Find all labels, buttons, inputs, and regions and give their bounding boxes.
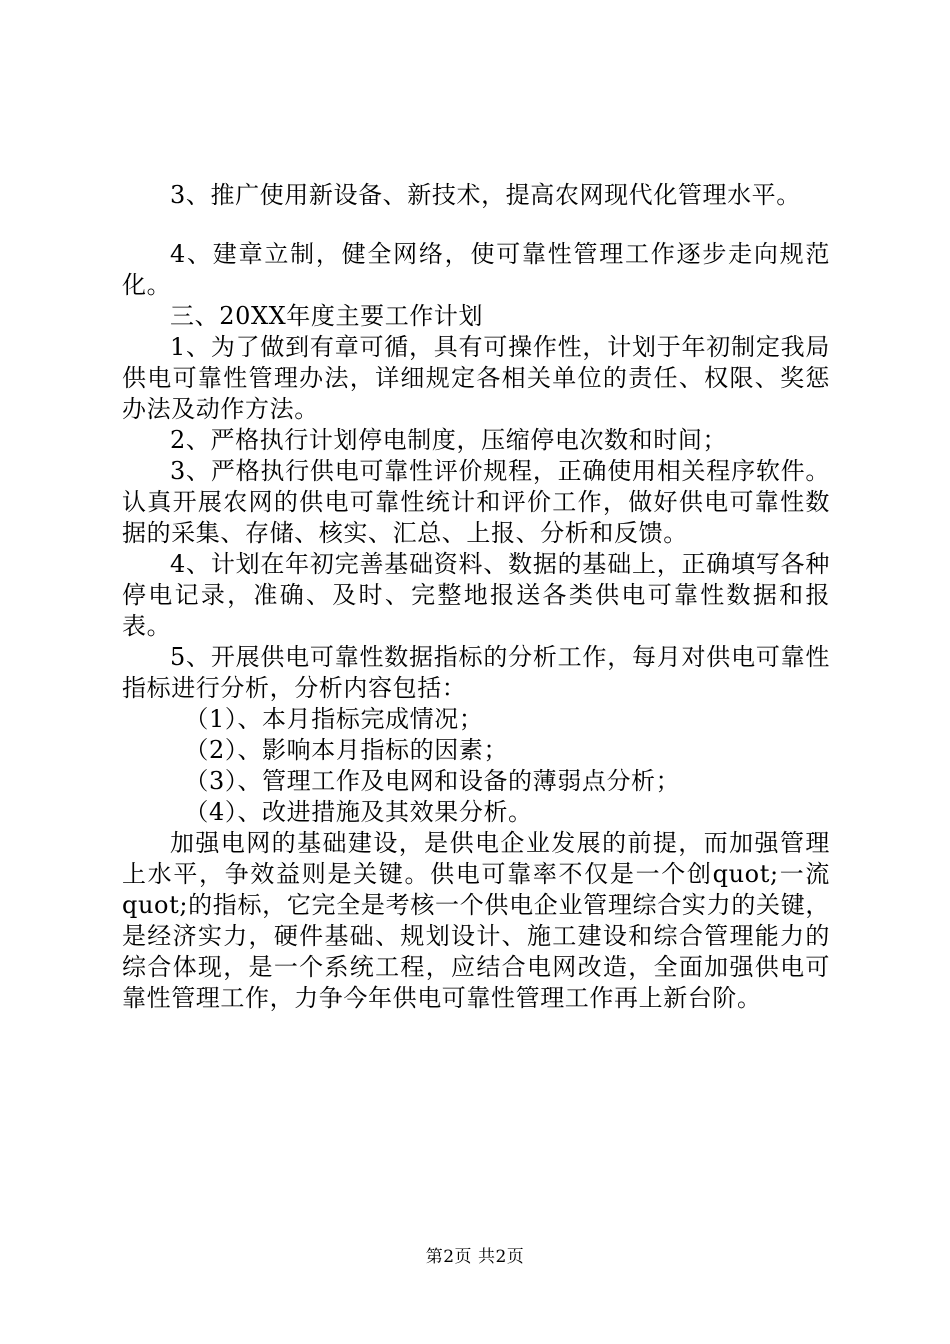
- plan-item-2: 2、严格执行计划停电制度，压缩停电次数和时间；: [170, 426, 728, 454]
- plan-item-5: 5、开展供电可靠性数据指标的分析工作，每月对供电可靠性指标进行分析，分析内容包括：: [122, 643, 830, 702]
- plan-item-3: 3、严格执行供电可靠性评价规程，正确使用相关程序软件。认真开展农网的供电可靠性统计和评价工作，做好供电可靠性数据的采集、存储、核实、汇总、上报、分析和反馈。: [122, 457, 830, 547]
- analysis-item-1: （1）、本月指标完成情况；: [184, 705, 484, 733]
- closing-paragraph: 加强电网的基础建设，是供电企业发展的前提，而加强管理上水平，争效益则是关键。供电可靠率不仅是一个创quot;一流quot;的指标，它完全是考核一个供电企业管理综合实力的关键，是经济实力，硬件基础、规划设计、施工建设和综合管理能力的综合体现，是一个系统工程，应结合电网改造，全面加强供电可靠性管理工作，力争今年供电可靠性管理工作再上新台阶。: [122, 829, 830, 1012]
- document-body: [122, 180, 830, 1014]
- page-number-footer: 第2页 共2页: [425, 1247, 525, 1267]
- analysis-item-2: （2）、影响本月指标的因素；: [184, 736, 509, 764]
- analysis-item-3: （3）、管理工作及电网和设备的薄弱点分析；: [184, 767, 681, 795]
- paragraph-item-3: 3、推广使用新设备、新技术，提高农网现代化管理水平。: [170, 181, 801, 209]
- plan-item-4: 4、计划在年初完善基础资料、数据的基础上，正确填写各种停电记录，准确、及时、完整地报送各类供电可靠性数据和报表。: [122, 550, 830, 640]
- paragraph-item-4: 4、建章立制，健全网络，使可靠性管理工作逐步走向规范化。: [122, 240, 830, 299]
- plan-item-1: 1、为了做到有章可循，具有可操作性，计划于年初制定我局供电可靠性管理办法，详细规定各相关单位的责任、权限、奖惩办法及动作方法。: [122, 333, 830, 423]
- section-heading-plan: 三、20XX年度主要工作计划: [170, 302, 484, 330]
- analysis-item-4: （4）、改进措施及其效果分析。: [184, 798, 533, 826]
